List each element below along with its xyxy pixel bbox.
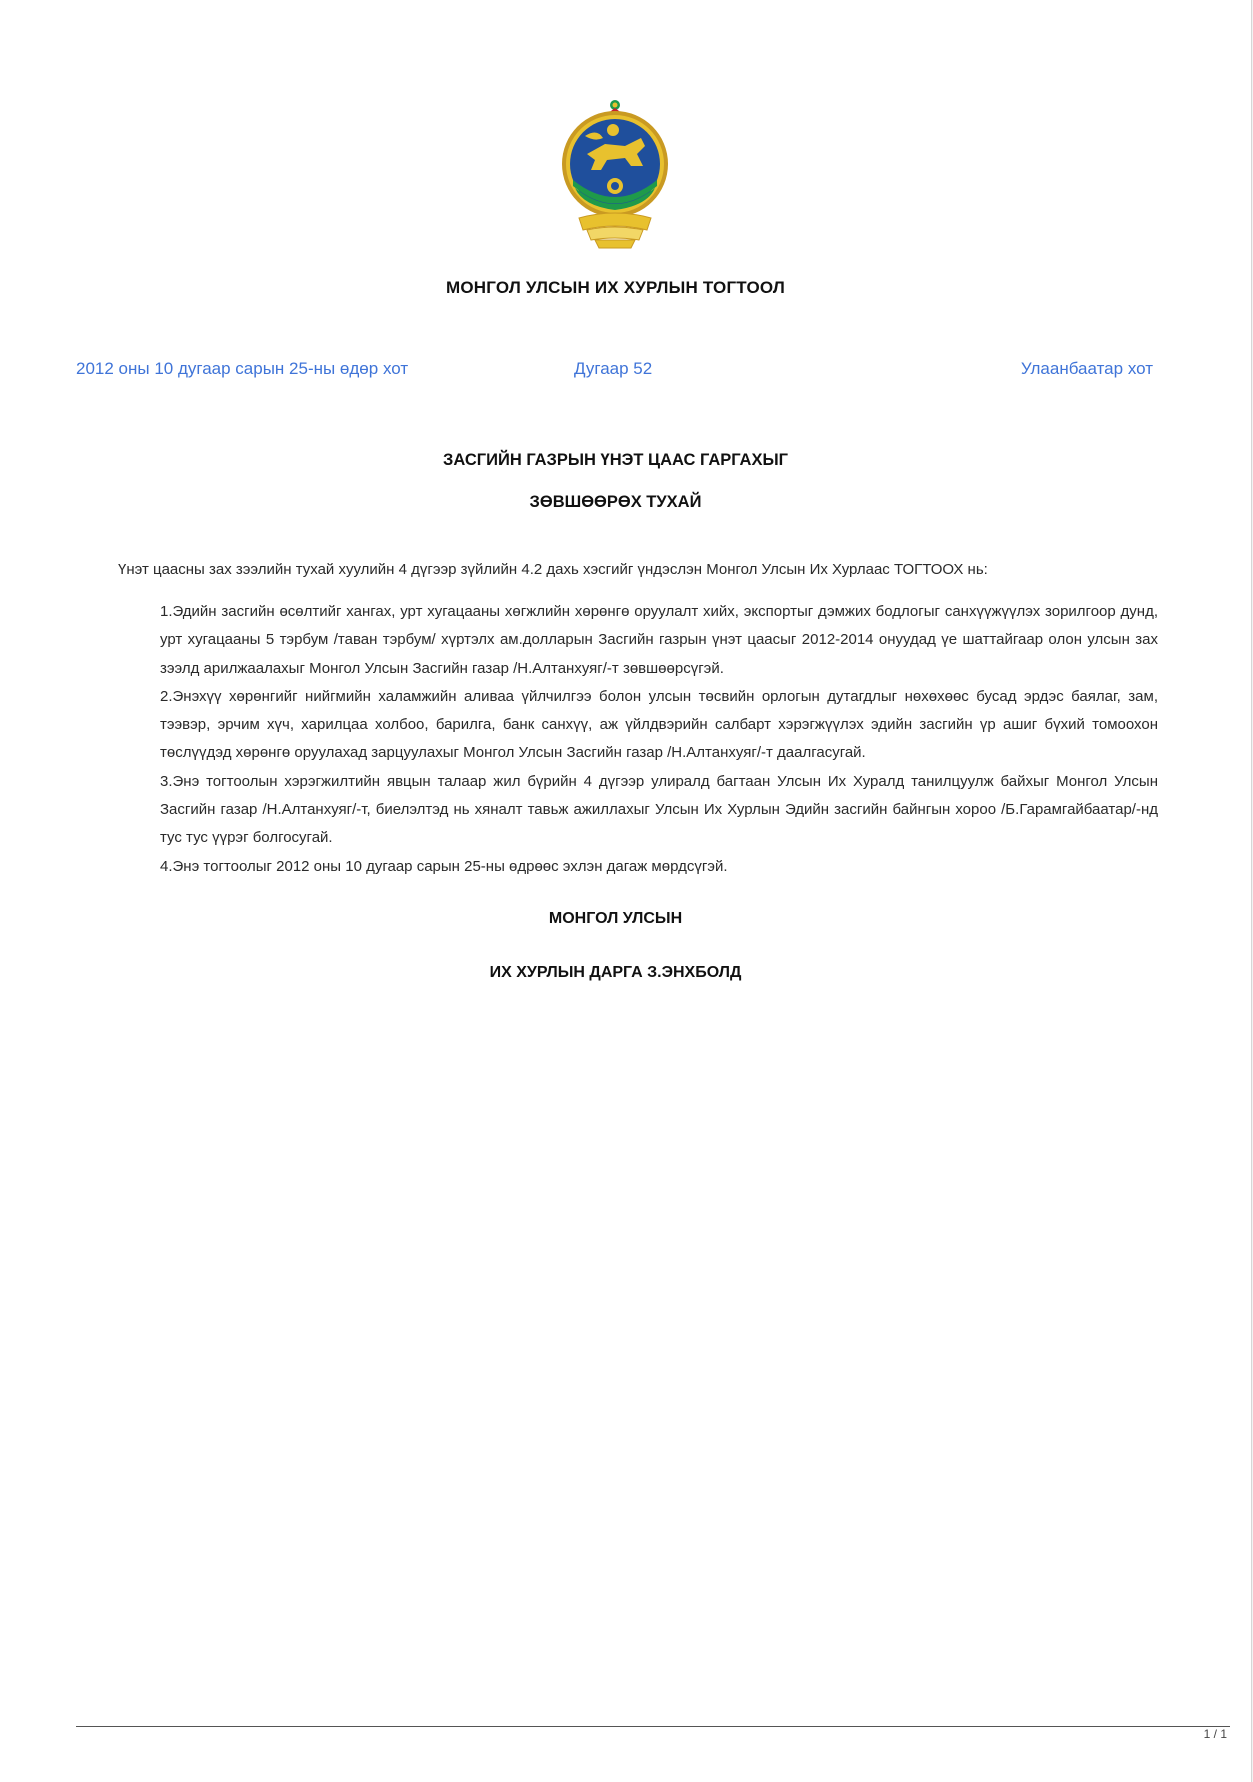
resolution-items — [160, 598, 1158, 881]
resolution-item-3: 3.Энэ тогтоолын хэрэгжилтийн явцын талаар жил бүрийн 4 дүгээр улиралд багтаан Улсын Их Хуралд танилцуулж байхыг Монгол Улсын Засгийн газар /Н.Алтанхуяг/-т, биелэлтэд нь хяналт тавьж ажиллахыг Улсын Их Хурлын Эдийн засгийн байнгын хороо /Б.Гарамгайбаатар/-нд тус тус үүрэг болгосугай. — [160, 772, 1158, 847]
signature-line-2: ИХ ХУРЛЫН ДАРГА З.ЭНХБОЛД — [489, 964, 742, 981]
resolution-item-1: 1.Эдийн засгийн өсөлтийг хангах, урт хугацааны хөгжлийн хөрөнгө оруулалт хийх, экспортыг дэмжих бодлогыг санхүүжүүлэх зорилгоор дунд, урт хугацааны 5 тэрбум /таван тэрбум/ хүртэлх ам.долларын Засгийн газрын үнэт цаасыг 2012-2014 онуудад үе шаттайгаар олон улсын зах зээлд арилжаалахыг Монгол Улсын Засгийн газар /Н.Алтанхуяг/-т зөвшөөрсүгэй. — [160, 603, 1158, 677]
resolution-date: 2012 оны 10 дугаар сарын 25-ны өдөр хот — [76, 359, 409, 378]
resolution-city: Улаанбаатар хот — [1020, 359, 1153, 378]
state-emblem-icon — [545, 96, 685, 254]
page-number: 1 / 1 — [1203, 1727, 1227, 1741]
resolution-item-4: 4.Энэ тогтоолыг 2012 оны 10 дугаар сарын 25-ны өдрөөс эхлэн дагаж мөрдсүгэй. — [160, 857, 728, 875]
footer-divider — [76, 1726, 1230, 1727]
subject-line-2: ЗӨВШӨӨРӨХ ТУХАЙ — [529, 493, 702, 511]
subject-line-1: ЗАСГИЙН ГАЗРЫН ҮНЭТ ЦААС ГАРГАХЫГ — [442, 451, 788, 469]
resolution-item-2: 2.Энэхүү хөрөнгийг нийгмийн халамжийн аливаа үйлчилгээ болон улсын төсвийн орлогын дутагдлыг нөхөхөөс бусад эрдэс баялаг, зам, тээвэр, эрчим хүч, харилцаа холбоо, барилга, банк санхүү, аж үйлдвэрийн салбарт хэрэгжүүлэх эдийн засгийн үр ашиг бүхий томоохон төслүүдэд хөрөнгө оруулахад зарцуулахыг Монгол Улсын Засгийн газар /Н.Алтанхуяг/-т даалгасугай. — [160, 687, 1158, 762]
signature-line-1: МОНГОЛ УЛСЫН — [548, 910, 683, 927]
document-title: МОНГОЛ УЛСЫН ИХ ХУРЛЫН ТОГТООЛ — [445, 278, 786, 297]
resolution-number: Дугаар 52 — [574, 359, 653, 378]
preamble-text: Үнэт цаасны зах зээлийн тухай хуулийн 4 дүгээр зүйлийн 4.2 дахь хэсгийг үндэслэн Монгол Улсын Их Хурлаас ТОГТООХ нь: — [118, 561, 988, 578]
